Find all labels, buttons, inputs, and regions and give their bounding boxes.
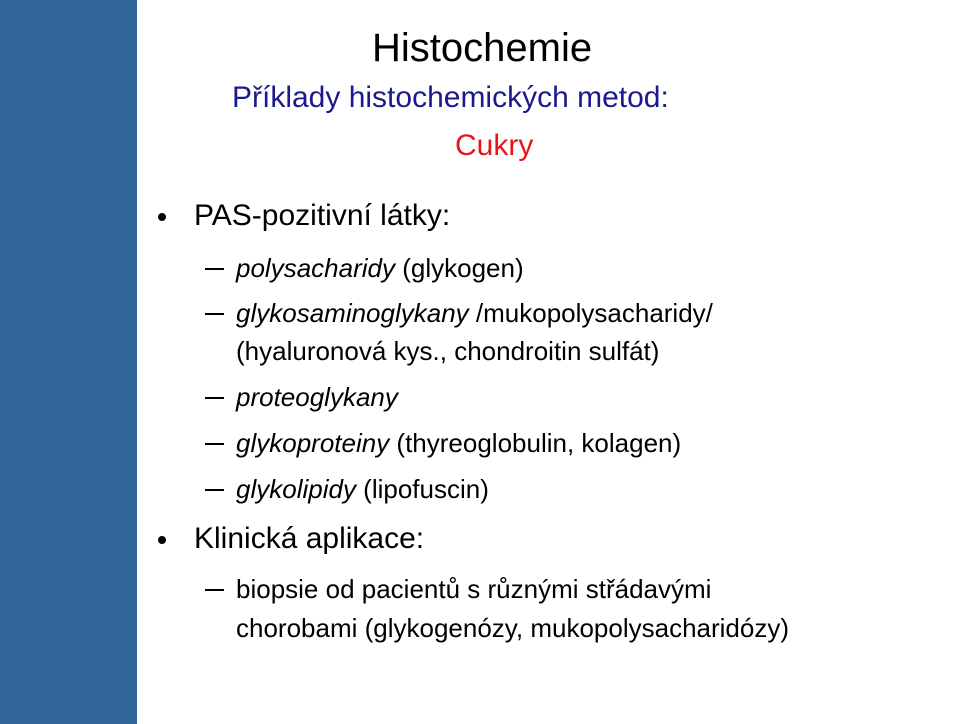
bullet-dot-icon	[158, 213, 166, 221]
list-item-continuation: chorobami (glykogenózy, mukopolysacharidózy)	[236, 613, 789, 643]
list-item-text: proteoglykany	[236, 382, 398, 412]
list-item-text: polysacharidy (glykogen)	[236, 253, 524, 283]
list-item-text: glykosaminoglykany /mukopolysacharidy/	[236, 298, 713, 328]
dash-icon	[205, 489, 224, 491]
bullet-text: PAS-pozitivní látky:	[194, 199, 451, 232]
dash-icon	[205, 397, 224, 399]
bullet-dot-icon	[158, 536, 166, 544]
list-item-text: glykoproteiny (thyreoglobulin, kolagen)	[236, 428, 682, 458]
dash-icon	[205, 268, 224, 270]
slide-title: Histochemie	[372, 26, 593, 70]
dash-icon	[205, 443, 224, 445]
list-item-text: glykolipidy (lipofuscin)	[236, 474, 489, 504]
slide-topic: Cukry	[455, 129, 534, 162]
list-item-continuation: (hyaluronová kys., chondroitin sulfát)	[236, 336, 660, 366]
bullet-text: Klinická aplikace:	[194, 522, 425, 555]
dash-icon	[205, 589, 224, 591]
dash-icon	[205, 313, 224, 315]
slide-subtitle: Příklady histochemických metod:	[232, 81, 669, 114]
list-item-text: biopsie od pacientů s různými střádavými	[236, 574, 712, 604]
